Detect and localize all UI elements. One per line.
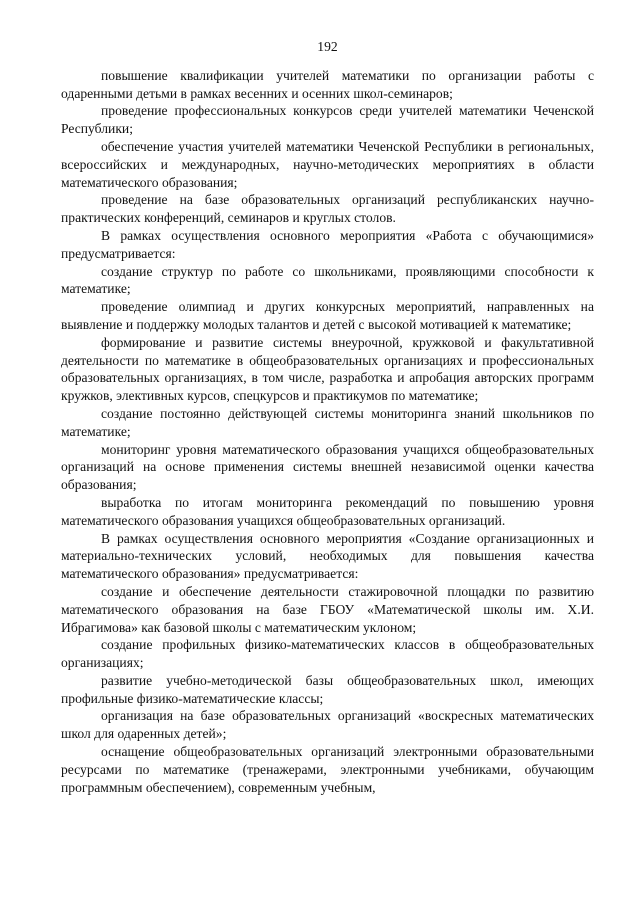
paragraph: мониторинг уровня математического образования учащихся общеобразовательных организаций на основе применения системы внешней независимой оценки качества образования;: [61, 441, 594, 493]
paragraph: В рамках осуществления основного мероприятия «Работа с обучающимися» предусматривается:: [61, 227, 594, 261]
page-number: 192: [317, 39, 338, 54]
paragraph: формирование и развитие системы внеурочной, кружковой и факультативной деятельности по математике в общеобразовательных организациях и профессиональных образовательных организациях, в том числе, разработка и апробация авторских программ кружков, элективных курсов, спецкурсов и практикумов по математике;: [61, 334, 594, 404]
paragraph: развитие учебно-методической базы общеобразовательных школ, имеющих профильные физико-математические классы;: [61, 672, 594, 706]
paragraph: проведение профессиональных конкурсов среди учителей математики Чеченской Республики;: [61, 103, 594, 137]
paragraph: повышение квалификации учителей математики по организации работы с одаренными детьми в рамках весенних и осенних школ-семинаров;: [61, 67, 594, 101]
paragraph: проведение олимпиад и других конкурсных мероприятий, направленных на выявление и поддержку молодых талантов и детей с высокой мотивацией к математике;: [61, 299, 594, 332]
paragraph: выработка по итогам мониторинга рекомендаций по повышению уровня математического образования учащихся общеобразовательных организаций.: [61, 494, 594, 528]
paragraph: организация на базе образовательных организаций «воскресных математических школ для одаренных детей»;: [61, 708, 594, 742]
paragraph: оснащение общеобразовательных организаций электронными образовательными ресурсами по математике (тренажерами, электронными учебниками, обучающим программным обеспечением), современным учебным,: [61, 744, 594, 795]
paragraph: В рамках осуществления основного мероприятия «Создание организационных и материально-технических условий, необходимых для повышения качества математического образования» предусматривается:: [61, 530, 594, 582]
paragraph: создание постоянно действующей системы мониторинга знаний школьников по математике;: [61, 405, 594, 439]
document-page: [61, 38, 594, 796]
paragraph: проведение на базе образовательных организаций республиканских научно-практических конференций, семинаров и круглых столов.: [61, 192, 594, 226]
paragraph: создание и обеспечение деятельности стажировочной площадки по развитию математического образования на базе ГБОУ «Математической школы им. Х.И. Ибрагимова» как базовой школы с математическим уклоном;: [61, 583, 594, 635]
paragraph: обеспечение участия учителей математики Чеченской Республики в региональных, всероссийских и международных, научно-методических мероприятиях в области математического образования;: [61, 138, 594, 190]
paragraph: создание профильных физико-математических классов в общеобразовательных организациях;: [61, 637, 594, 671]
paragraph: создание структур по работе со школьниками, проявляющими способности к математике;: [61, 263, 594, 297]
